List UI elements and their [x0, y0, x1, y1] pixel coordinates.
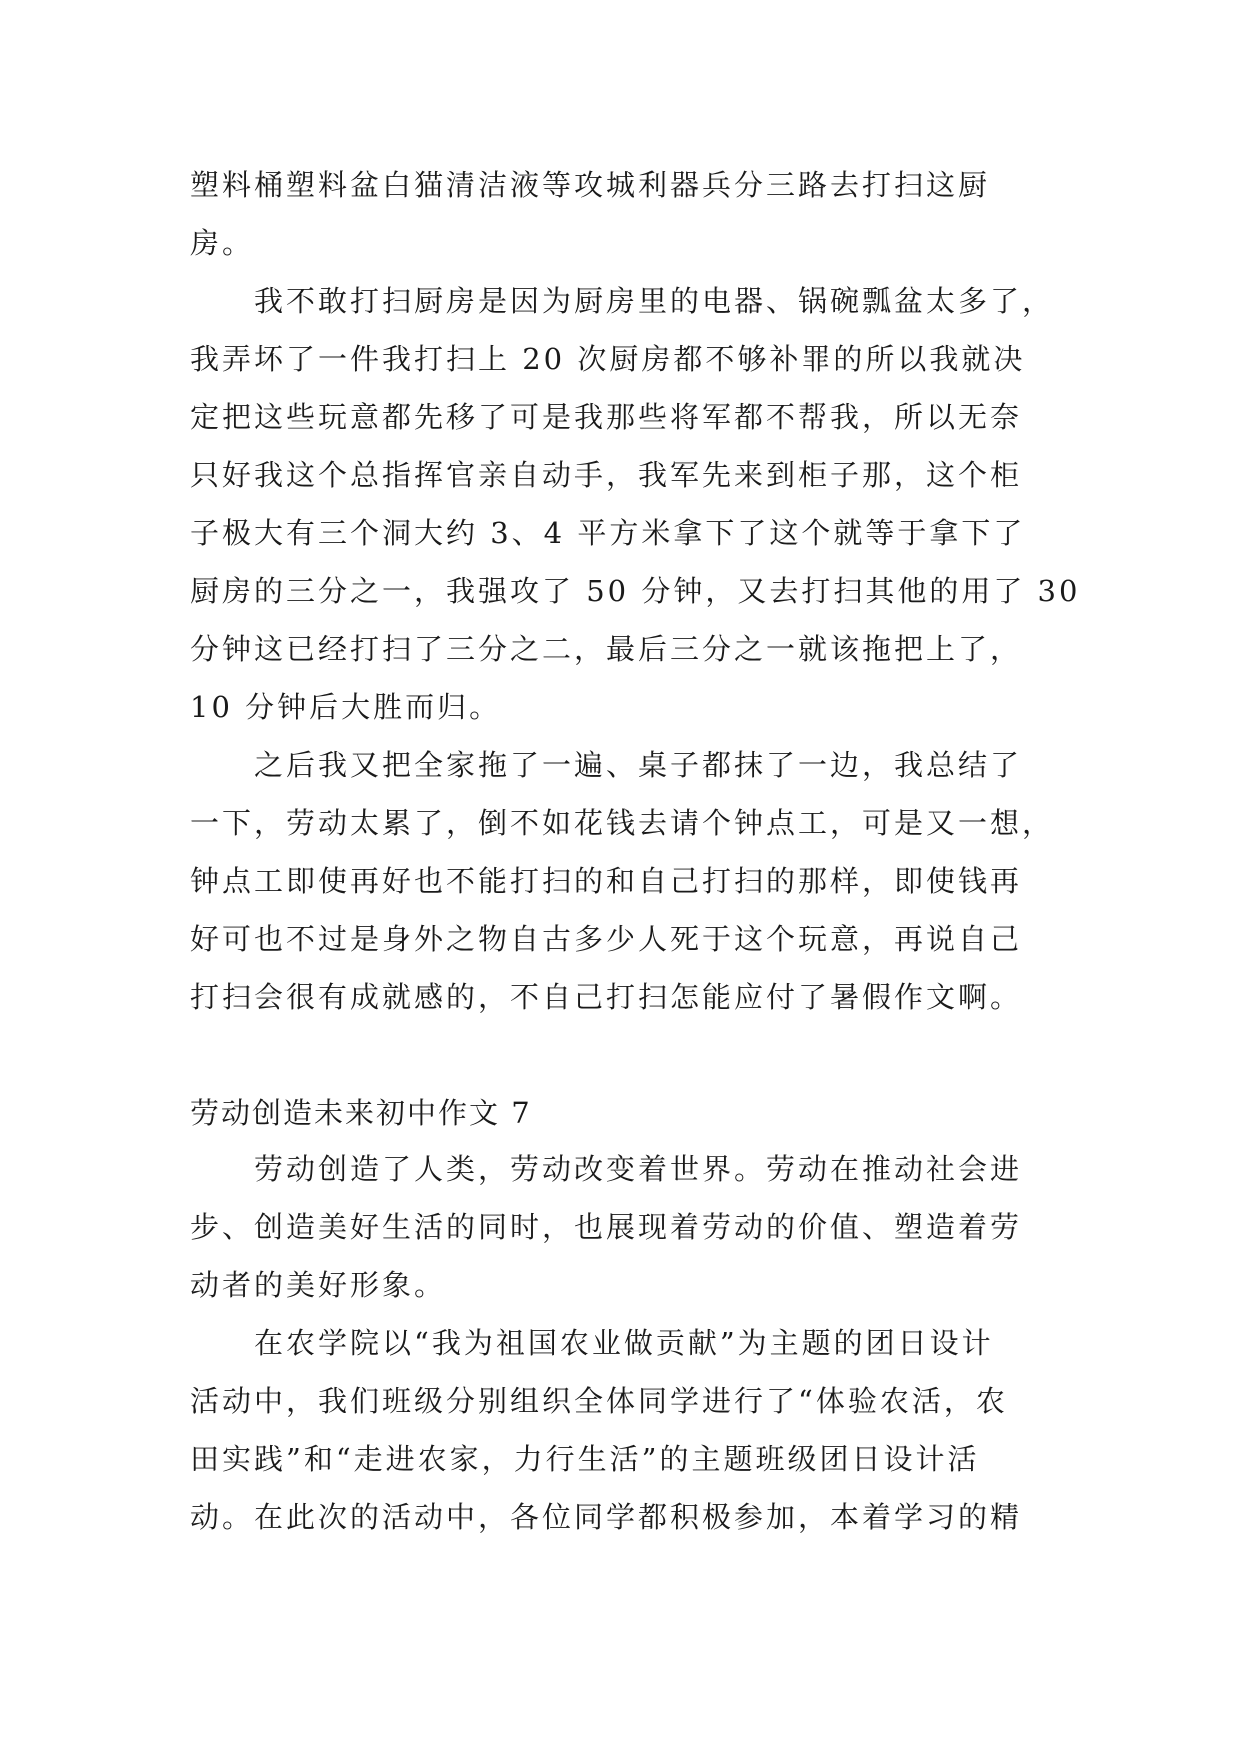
text-line: 子极大有三个洞大约 3、4 平方米拿下了这个就等于拿下了 [190, 516, 1026, 550]
text-line: 房。 [190, 226, 255, 260]
text-line: 在农学院以“我为祖国农业做贡献”为主题的团日设计 [190, 1326, 994, 1360]
text-line: 之后我又把全家拖了一遍、桌子都抹了一边，我总结了 [190, 748, 1023, 782]
text-line: 一下，劳动太累了，倒不如花钱去请个钟点工，可是又一想， [190, 806, 1055, 840]
text-line: 我不敢打扫厨房是因为厨房里的电器、锅碗瓢盆太多了， [190, 284, 1055, 318]
text-line: 厨房的三分之一，我强攻了 50 分钟，又去打扫其他的用了 30 [190, 574, 1081, 608]
text-line: 动者的美好形象。 [190, 1268, 447, 1302]
text-line: 10 分钟后大胜而归。 [190, 690, 502, 724]
text-line: 步、创造美好生活的同时，也展现着劳动的价值、塑造着劳 [190, 1210, 1023, 1244]
text-line: 塑料桶塑料盆白猫清洁液等攻城利器兵分三路去打扫这厨 [190, 168, 991, 202]
text-line: 田实践”和“走进农家，力行生活”的主题班级团日设计活 [190, 1442, 980, 1476]
text-line: 定把这些玩意都先移了可是我那些将军都不帮我，所以无奈 [190, 400, 1023, 434]
text-line: 分钟这已经打扫了三分之二，最后三分之一就该拖把上了， [190, 632, 1023, 666]
text-line: 只好我这个总指挥官亲自动手，我军先来到柜子那，这个柜 [190, 458, 1023, 492]
body-text-bottom [190, 1140, 1080, 1546]
text-line: 活动中，我们班级分别组织全体同学进行了“体验农活，农 [190, 1384, 1008, 1418]
text-line: 好可也不过是身外之物自古多少人死于这个玩意，再说自己 [190, 922, 1023, 956]
text-line: 劳动创造了人类，劳动改变着世界。劳动在推动社会进 [190, 1152, 1023, 1186]
text-line: 钟点工即使再好也不能打扫的和自己打扫的那样，即使钱再 [190, 864, 1023, 898]
text-line: 我弄坏了一件我打扫上 20 次厨房都不够补罪的所以我就决 [190, 342, 1026, 376]
text-line: 动。在此次的活动中，各位同学都积极参加，本着学习的精 [190, 1500, 1023, 1534]
text-line: 打扫会很有成就感的，不自己打扫怎能应付了暑假作文啊。 [190, 980, 1023, 1014]
body-text-top [190, 156, 1080, 1026]
section-heading: 劳动创造未来初中作文 7 [190, 1096, 532, 1130]
